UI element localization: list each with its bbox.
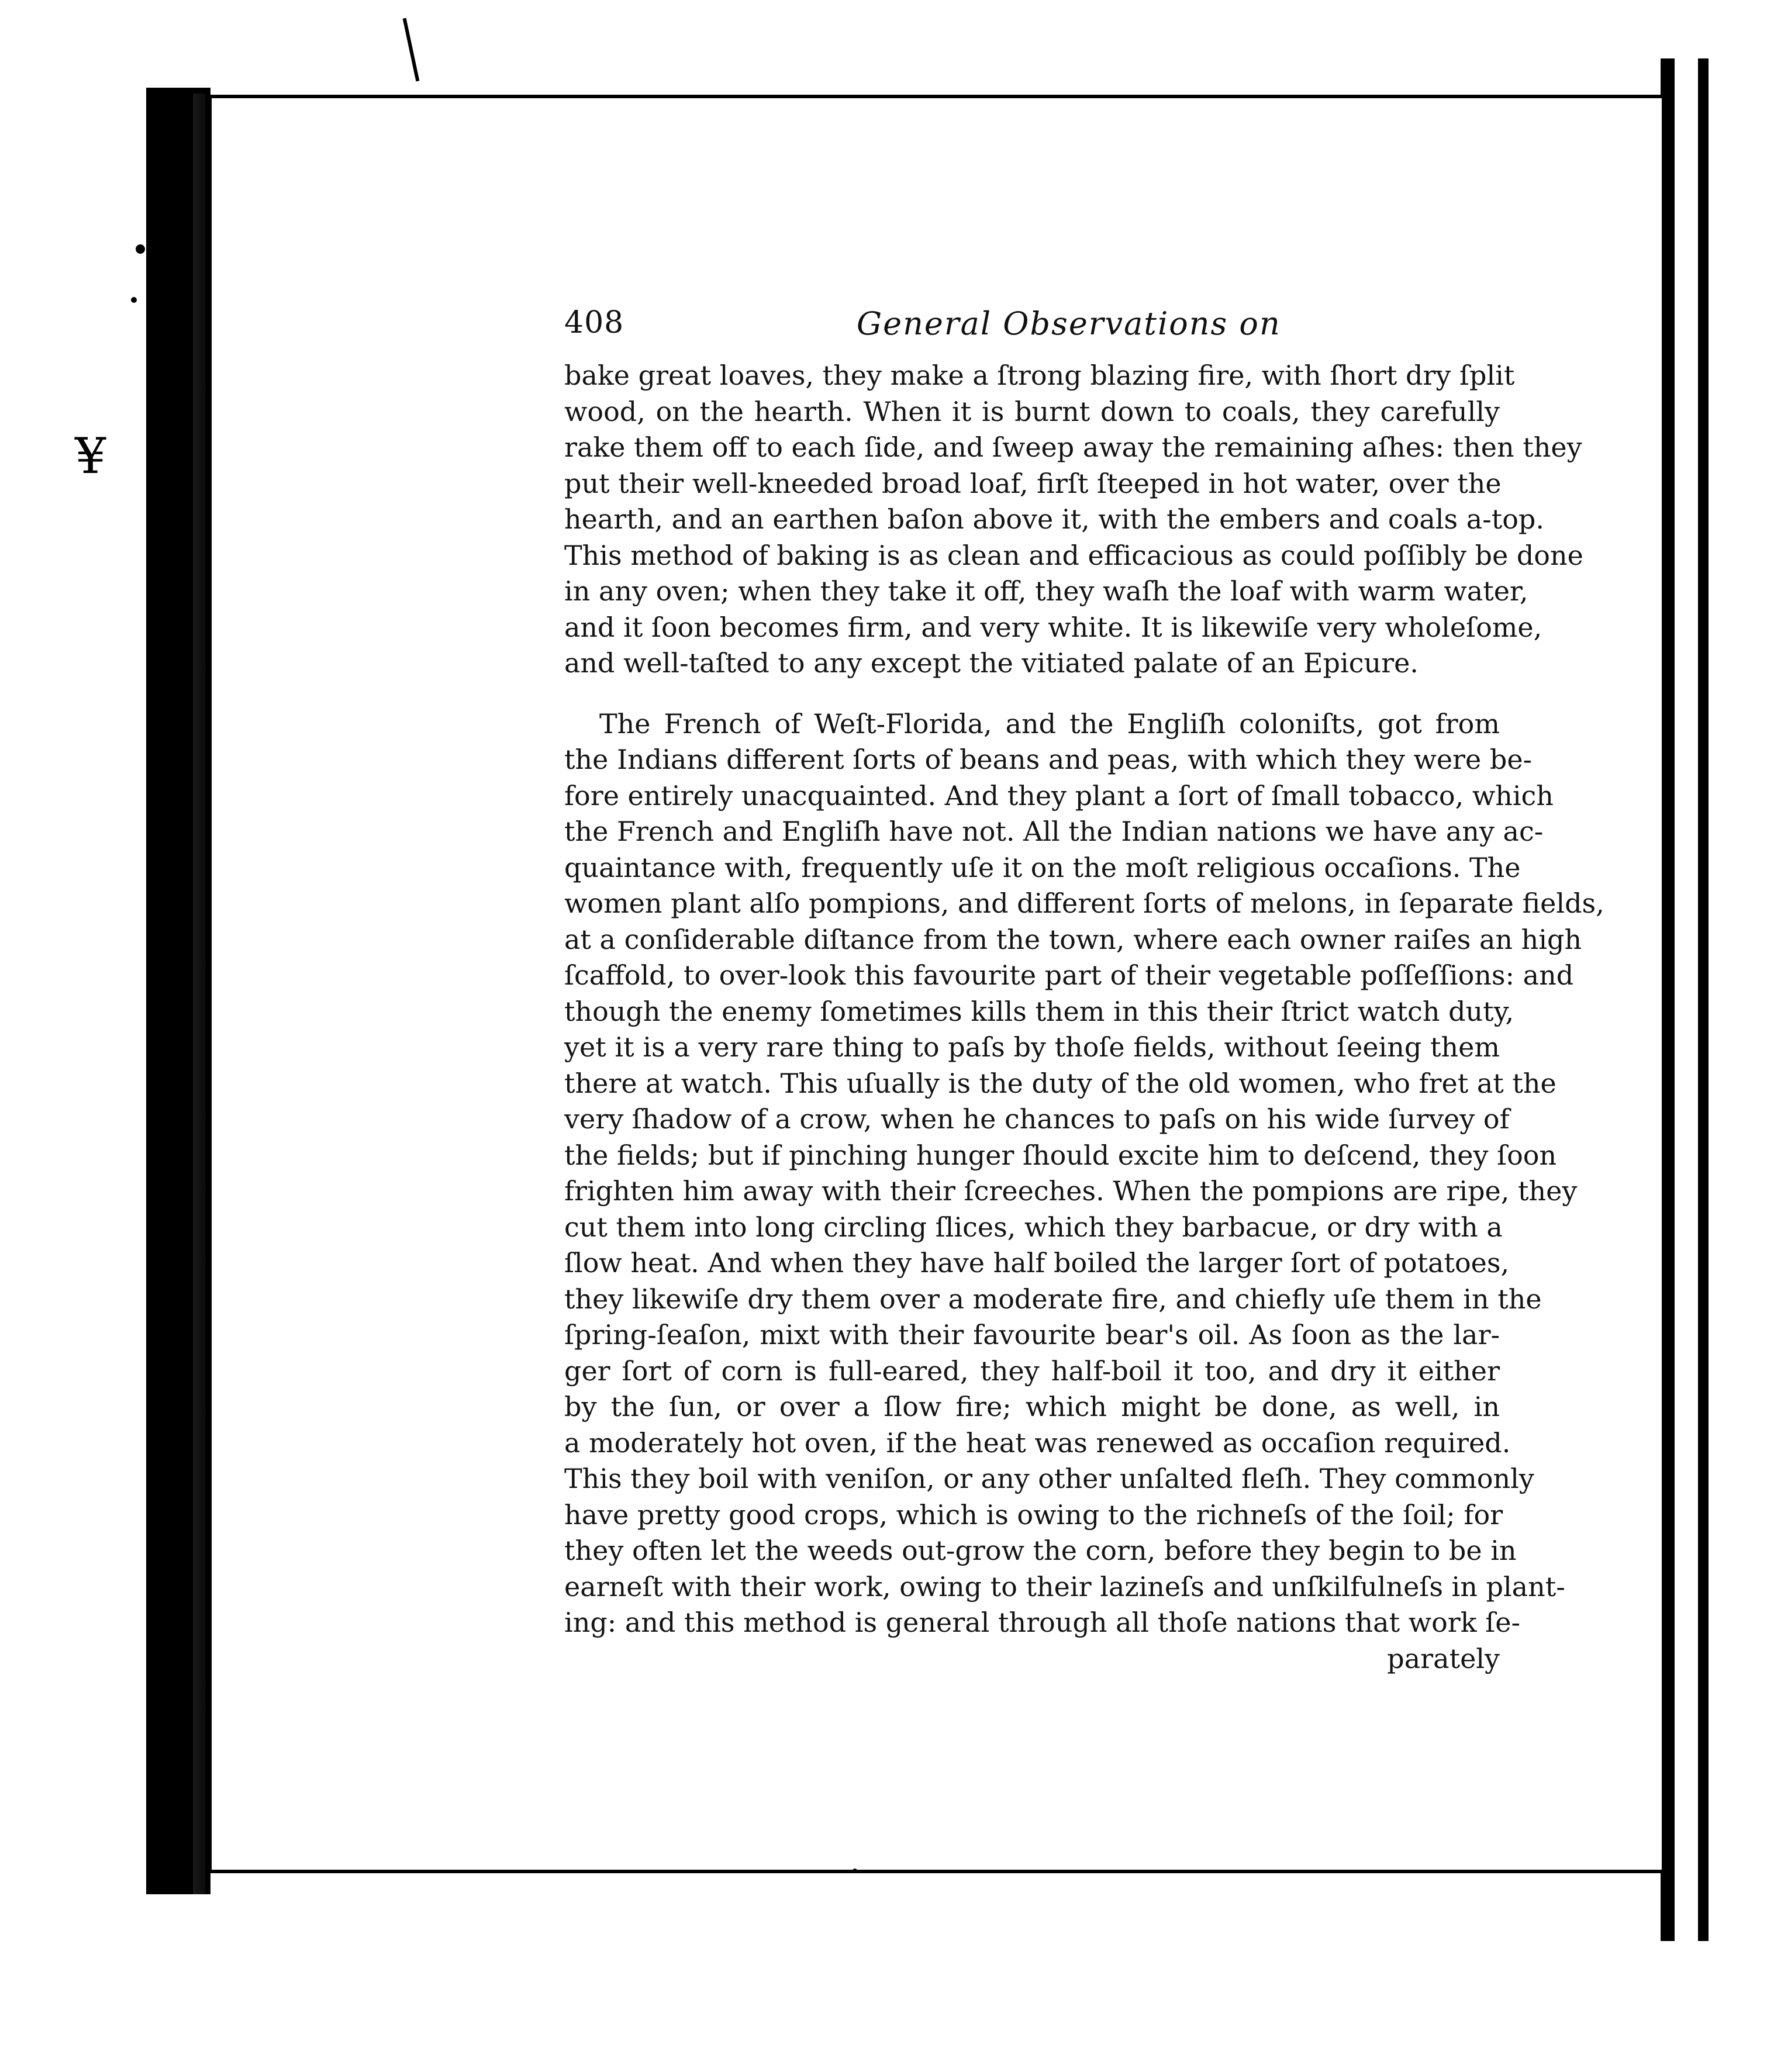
scan-artifact-dot (131, 297, 137, 303)
text-line: the French and Engliſh have not. All the Indian nations we have any ac- (564, 816, 1544, 847)
text-line: they likewiſe dry them over a moderate fire, and chiefly uſe them in the (564, 1283, 1542, 1315)
text-line: rake them off to each ſide, and ſweep away the remaining aſhes: then they (564, 431, 1582, 463)
text-line: hearth, and an earthen baſon above it, with the embers and coals a-top. (564, 503, 1544, 535)
text-line: and well-taſted to any except the vitiated palate of an Epicure. (564, 647, 1419, 679)
text-line: they often let the weeds out-grow the corn, before they begin to be in (564, 1535, 1517, 1566)
facing-page-outer-edge (1698, 58, 1709, 1941)
text-line: ſpring-ſeaſon, mixt with their favourite bear's oil. As ſoon as the lar- (564, 1319, 1500, 1351)
body-text (564, 358, 1604, 1677)
text-line: wood, on the hearth. When it is burnt down to coals, they carefully (564, 395, 1500, 427)
text-line: in any oven; when they take it off, they waſh the loaf with warm water, (564, 575, 1528, 607)
text-line: there at watch. This uſually is the duty of the old women, who fret at the (564, 1067, 1557, 1099)
text-line: ger ſort of corn is full-eared, they half-boil it too, and dry it either (564, 1355, 1500, 1387)
text-line: fore entirely unacquainted. And they plant a ſort of ſmall tobacco, which (564, 779, 1554, 811)
text-line: bake great loaves, they make a ſtrong blazing fire, with ſhort dry ſplit (564, 360, 1515, 391)
text-line: and it ſoon becomes firm, and very white. It is likewiſe very wholeſome, (564, 611, 1542, 643)
text-line: ſcaffold, to over-look this favourite part of their vegetable poſſeſſions: and (564, 959, 1574, 991)
text-line: ing: and this method is general through all thoſe nations that work ſe- (564, 1607, 1521, 1638)
text-line: This they boil with veniſon, or any other unſalted fleſh. They commonly (564, 1463, 1534, 1494)
scan-artifact-dot (853, 1869, 857, 1873)
text-line: at a conſiderable diſtance from the town, where each owner raiſes an high (564, 923, 1582, 955)
text-line: women plant alſo pompions, and different ſorts of melons, in ſeparate fields, (564, 887, 1604, 919)
text-line: The French of Weſt-Florida, and the Engliſh coloniſts, got from (599, 707, 1500, 740)
scan-artifact-tick (403, 18, 420, 82)
facing-page-edge (1661, 58, 1675, 1941)
running-title: General Observations on (857, 305, 1281, 342)
text-line: by the ſun, or over a ſlow fire; which might be done, as well, in (564, 1391, 1500, 1422)
page-number: 408 (564, 305, 624, 340)
scan-artifact-dot (136, 244, 145, 254)
text-line: a moderately hot oven, if the heat was renewed as occaſion required. (564, 1427, 1511, 1459)
text-line: ſlow heat. And when they have half boiled the larger ſort of potatoes, (564, 1247, 1510, 1279)
catchword: parately (1387, 1642, 1500, 1674)
text-line: cut them into long circling ſlices, which they barbacue, or dry with a (564, 1211, 1503, 1243)
text-line: though the enemy ſometimes kills them in this their ſtrict watch duty, (564, 995, 1514, 1027)
text-line: This method of baking is as clean and efficacious as could poſſibly be done (564, 539, 1583, 571)
paragraph-1 (564, 358, 1583, 682)
book-page-stack (193, 94, 206, 1894)
text-line: very ſhadow of a crow, when he chances to paſs on his wide ſurvey of (564, 1103, 1510, 1135)
paragraph-2 (564, 706, 1604, 1641)
text-line: frighten him away with their ſcreeches. When the pompions are ripe, they (564, 1175, 1578, 1207)
text-line: the fields; but if pinching hunger ſhould excite him to deſcend, they ſoon (564, 1139, 1557, 1171)
text-line: quaintance with, frequently uſe it on the moſt religious occaſions. The (564, 851, 1521, 883)
text-line: have pretty good crops, which is owing to the richneſs of the ſoil; for (564, 1498, 1503, 1531)
text-line: the Indians different ſorts of beans and peas, with which they were be- (564, 744, 1533, 775)
margin-mark-glyph: ¥ (75, 427, 106, 485)
text-line: earneſt with their work, owing to their lazineſs and unſkilfulneſs in plant- (564, 1570, 1565, 1603)
facing-page-strip (1675, 61, 1698, 1938)
text-line: yet it is a very rare thing to paſs by thoſe fields, without ſeeing them (564, 1031, 1500, 1063)
text-line: put their well-kneeded broad loaf, firſt ſteeped in hot water, over the (564, 467, 1502, 499)
